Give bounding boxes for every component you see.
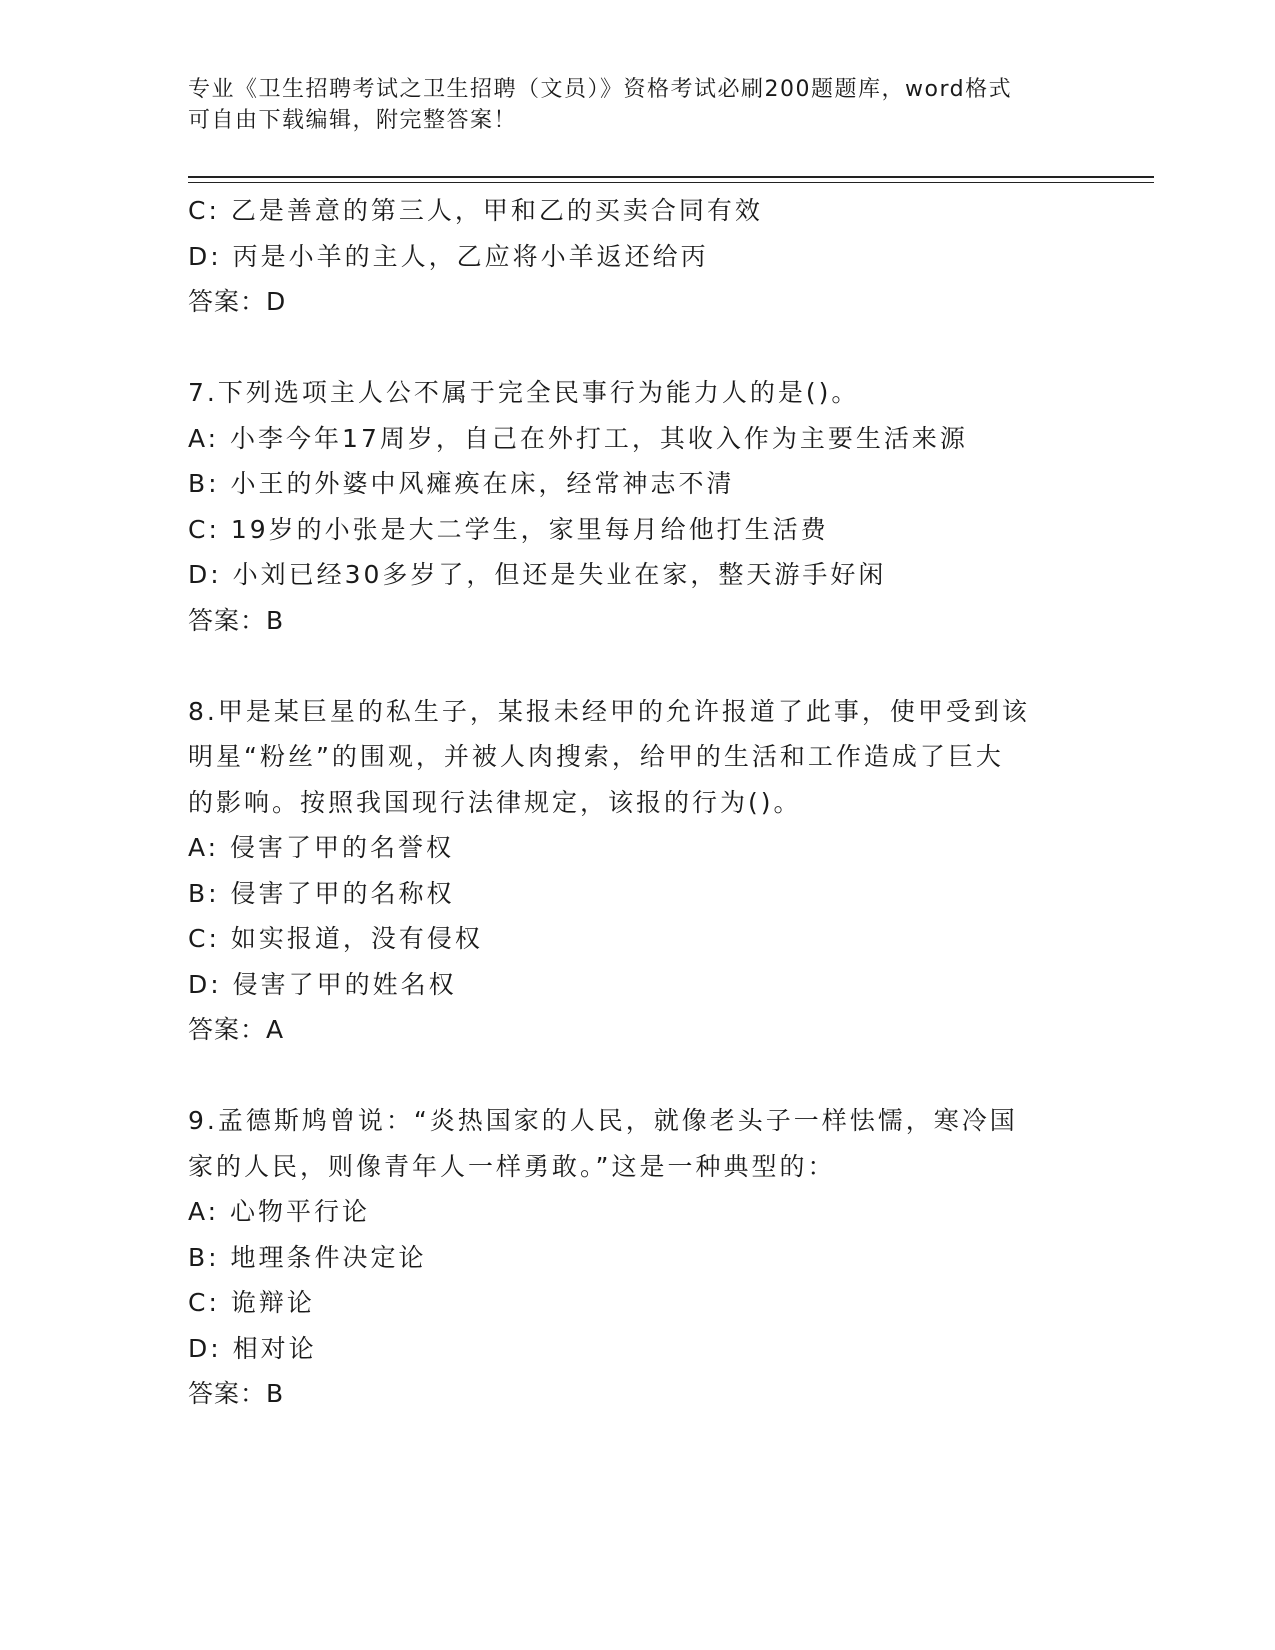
spacer: [188, 325, 1068, 371]
spacer: [188, 1053, 1068, 1099]
question-stem-line-2: 家的人民，则像青年人一样勇敢。”这是一种典型的：: [188, 1151, 836, 1181]
answer-line: 答案：B: [188, 1379, 285, 1408]
question-list: [188, 188, 1068, 1417]
answer-line: 答案：D: [188, 287, 287, 316]
header-title-line-1: 专业《卫生招聘考试之卫生招聘（文员）》资格考试必刷200题题库，word格式: [188, 77, 1013, 102]
question-block-8: [188, 689, 1068, 1053]
question-stem-line-3: 的影响。按照我国现行法律规定，该报的行为()。: [188, 787, 802, 817]
document-header: [188, 74, 1068, 136]
question-block-9: [188, 1098, 1068, 1417]
option-c: C: 19岁的小张是大二学生，家里每月给他打生活费: [188, 514, 829, 544]
option-d: D: 侵害了甲的姓名权: [188, 969, 457, 999]
option-a: A: 小李今年17周岁，自己在外打工，其收入作为主要生活来源: [188, 423, 968, 453]
option-c: C: 乙是善意的第三人，甲和乙的买卖合同有效: [188, 196, 763, 225]
option-d: D: 相对论: [188, 1333, 317, 1363]
header-divider-thick: [188, 176, 1154, 178]
header-title-line-2: 可自由下载编辑，附完整答案！: [188, 108, 518, 133]
option-d: D: 小刘已经30多岁了，但还是失业在家，整天游手好闲: [188, 560, 887, 589]
option-a: A: 侵害了甲的名誉权: [188, 833, 455, 862]
question-stem-line-1: 8.甲是某巨星的私生子，某报未经甲的允许报道了此事，使甲受到该: [188, 696, 1030, 726]
header-divider-thin: [188, 182, 1154, 183]
question-stem-line-2: 明星“粉丝”的围观，并被人肉搜索，给甲的生活和工作造成了巨大: [188, 742, 1004, 771]
question-stem: 7.下列选项主人公不属于完全民事行为能力人的是()。: [188, 378, 860, 407]
question-block-previous: [188, 188, 1068, 325]
option-c: C: 诡辩论: [188, 1288, 315, 1317]
question-stem-line-1: 9.孟德斯鸠曾说：“炎热国家的人民，就像老头子一样怯懦，寒冷国: [188, 1106, 1018, 1135]
option-d: D: 丙是小羊的主人，乙应将小羊返还给丙: [188, 241, 709, 271]
option-c: C: 如实报道，没有侵权: [188, 924, 483, 953]
option-b: B: 侵害了甲的名称权: [188, 878, 455, 908]
spacer: [188, 643, 1068, 689]
answer-line: 答案：B: [188, 605, 285, 635]
option-b: B: 小王的外婆中风瘫痪在床，经常神志不清: [188, 469, 735, 498]
answer-line: 答案：A: [188, 1015, 285, 1044]
question-block-7: [188, 370, 1068, 643]
option-a: A: 心物平行论: [188, 1197, 371, 1226]
option-b: B: 地理条件决定论: [188, 1242, 427, 1272]
